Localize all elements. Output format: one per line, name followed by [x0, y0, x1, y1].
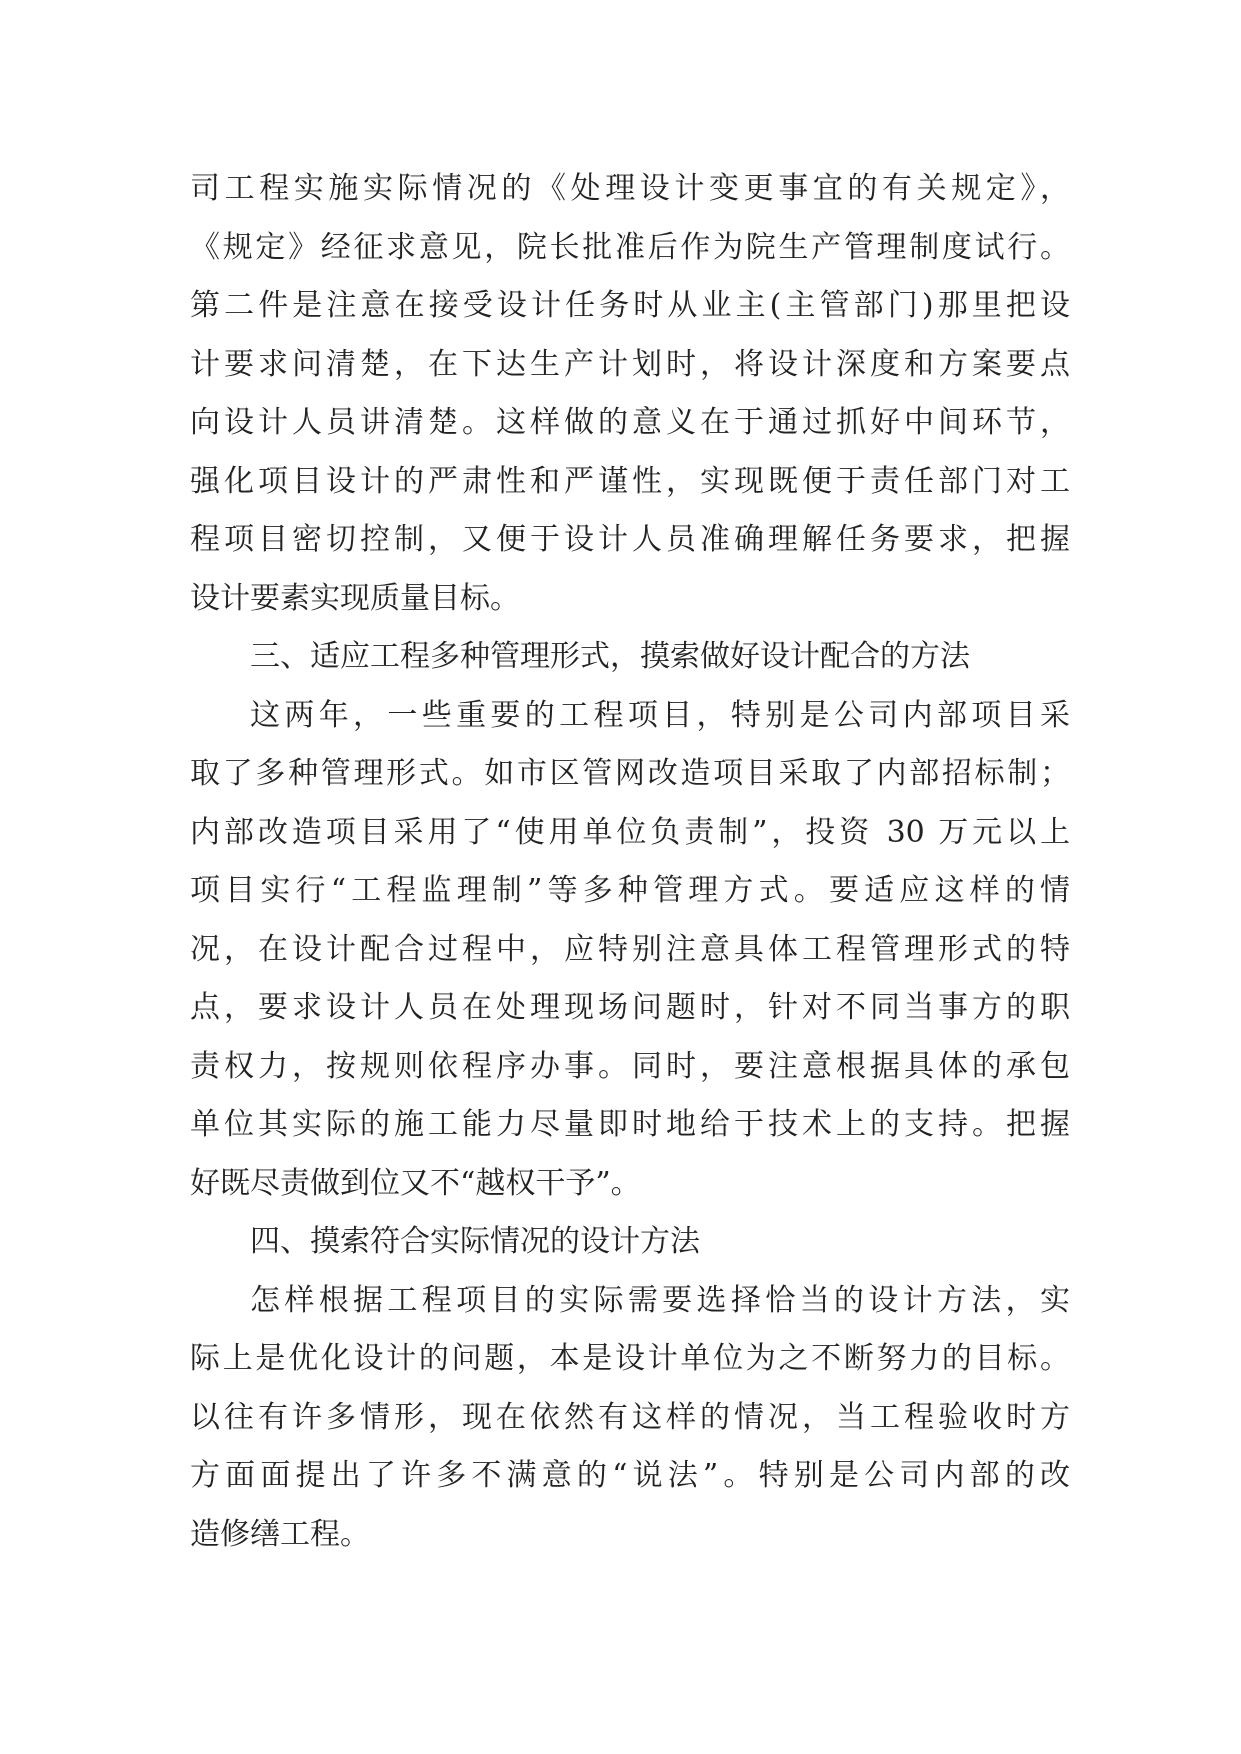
body-text — [190, 160, 1070, 1564]
text-line: 项目实行“工程监理制”等多种管理方式。要适应这样的情 — [190, 873, 1070, 908]
text-line: 第二件是注意在接受设计任务时从业主(主管部门)那里把设 — [190, 288, 1070, 323]
text-line: 好既尽责做到位又不“越权干予”。 — [190, 1165, 641, 1201]
text-line: 点，要求设计人员在处理现场问题时，针对不同当事方的职 — [190, 990, 1070, 1025]
text-line: 取了多种管理形式。如市区管网改造项目采取了内部招标制； — [190, 756, 1070, 791]
paragraph-start-line: 这两年，一些重要的工程项目，特别是公司内部项目采 — [250, 697, 1070, 733]
text-line: 责权力，按规则依程序办事。同时，要注意根据具体的承包 — [190, 1048, 1070, 1084]
text-line: 况，在设计配合过程中，应特别注意具体工程管理形式的特 — [190, 931, 1070, 967]
text-line: 设计要素实现质量目标。 — [190, 580, 520, 616]
paragraph-start-line: 怎样根据工程项目的实际需要选择恰当的设计方法，实 — [250, 1282, 1070, 1318]
text-line: 向设计人员讲清楚。这样做的意义在于通过抓好中间环节， — [190, 405, 1070, 440]
section-heading: 三、适应工程多种管理形式，摸索做好设计配合的方法 — [250, 639, 970, 674]
text-line: 方面面提出了许多不满意的“说法”。特别是公司内部的改 — [190, 1458, 1070, 1493]
text-line: 强化项目设计的严肃性和严谨性，实现既便于责任部门对工 — [190, 463, 1070, 499]
text-line: 《规定》经征求意见，院长批准后作为院生产管理制度试行。 — [190, 229, 1070, 265]
text-line: 造修缮工程。 — [190, 1516, 370, 1552]
text-line: 内部改造项目采用了“使用单位负责制”，投资 30 万元以上 — [190, 814, 1070, 850]
section-heading: 四、摸索符合实际情况的设计方法 — [250, 1224, 700, 1259]
text-line: 际上是优化设计的问题，本是设计单位为之不断努力的目标。 — [190, 1341, 1070, 1376]
text-line: 司工程实施实际情况的《处理设计变更事宜的有关规定》， — [190, 171, 1070, 206]
text-line: 单位其实际的施工能力尽量即时地给于技术上的支持。把握 — [190, 1107, 1070, 1142]
text-line: 程项目密切控制，又便于设计人员准确理解任务要求，把握 — [190, 522, 1070, 557]
text-line: 以往有许多情形，现在依然有这样的情况，当工程验收时方 — [190, 1399, 1070, 1435]
text-line: 计要求问清楚，在下达生产计划时，将设计深度和方案要点 — [190, 346, 1070, 382]
